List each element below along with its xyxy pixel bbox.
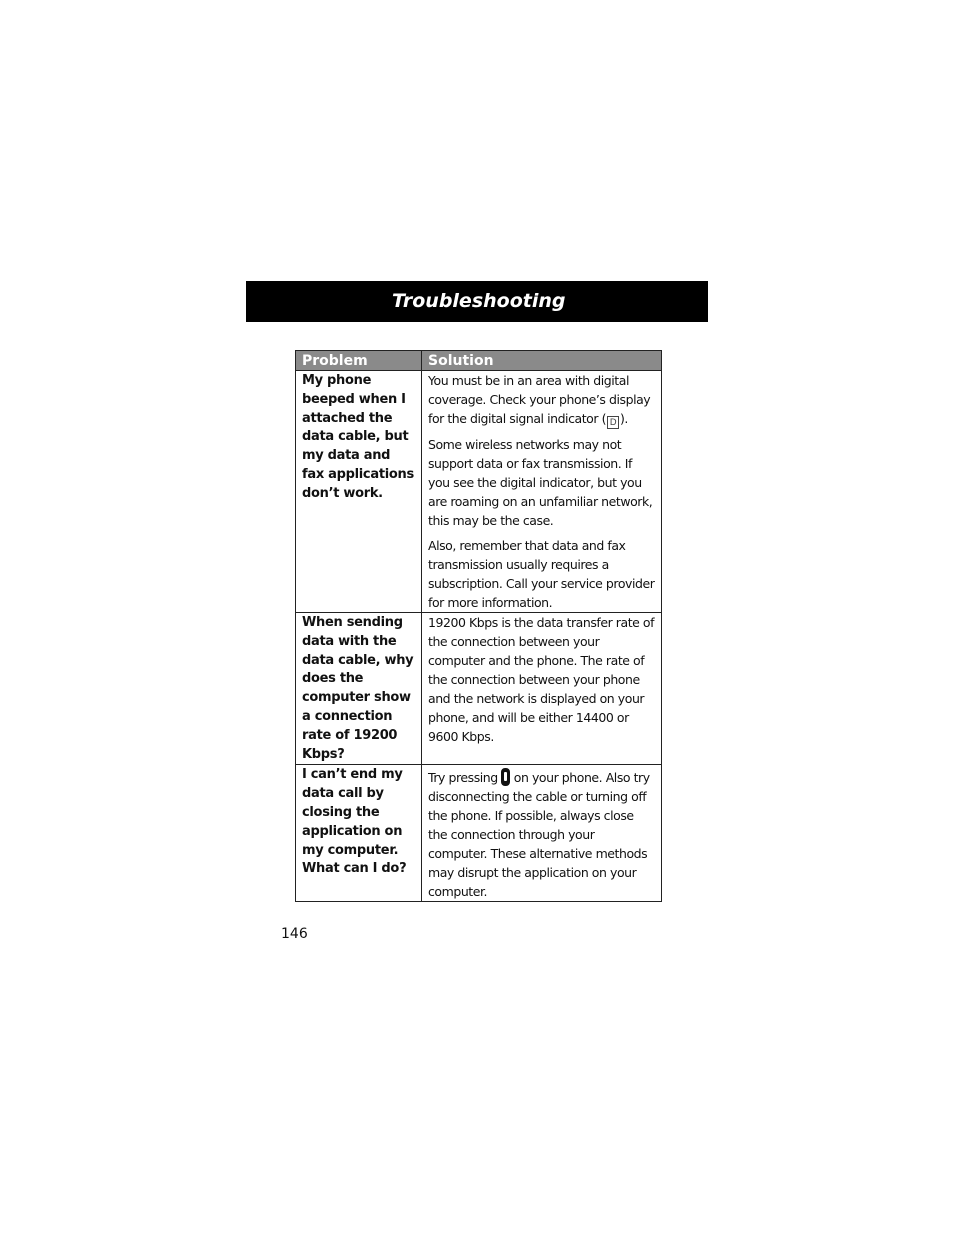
digital-signal-indicator-icon: D — [607, 416, 619, 429]
solution-cell — [422, 371, 662, 613]
solution-paragraph: 19200 Kbps is the data transfer rate of the connection between your computer and the phone. The rate of the connection between your phone and the network is displayed on your phone, and will be either 14400 or 9600 Kbps. — [428, 615, 655, 744]
solution-text: on your phone. Also try disconnecting the cable or turning off the phone. If possible, always close the connection through your computer. These alternative methods may disrupt the application on your computer. — [428, 770, 650, 900]
table-header-row — [296, 351, 662, 371]
solution-text: You must be in an area with digital coverage. Check your phone’s display for the digital signal indicator ( — [428, 373, 651, 426]
problem-cell: I can’t end my data call by closing the application on my computer. What can I do? — [296, 765, 422, 902]
table-row — [296, 371, 662, 613]
end-key-icon — [501, 768, 510, 786]
solution-paragraph — [428, 371, 655, 429]
solution-paragraph: Also, remember that data and fax transmission usually requires a subscription. Call your service provider for more information. — [428, 538, 655, 610]
column-header-solution: Solution — [422, 351, 662, 371]
solution-paragraph — [428, 765, 655, 901]
column-header-problem: Problem — [296, 351, 422, 371]
section-header-bar — [246, 281, 708, 322]
section-title: Troubleshooting — [392, 290, 566, 312]
solution-cell — [422, 765, 662, 902]
troubleshooting-table — [295, 350, 662, 902]
solution-text: Try pressing — [428, 770, 498, 786]
table-row — [296, 613, 662, 765]
table-row — [296, 765, 662, 902]
solution-text: ). — [620, 411, 628, 426]
page-number: 146 — [281, 926, 308, 942]
solution-paragraph: Some wireless networks may not support data or fax transmission. If you see the digital indicator, but you are roaming on an unfamiliar network, this may be the case. — [428, 437, 653, 528]
problem-cell: My phone beeped when I attached the data cable, but my data and fax applications don’t work. — [296, 371, 422, 613]
solution-cell — [422, 613, 662, 765]
problem-cell: When sending data with the data cable, why does the computer show a connection rate of 19200 Kbps? — [296, 613, 422, 765]
